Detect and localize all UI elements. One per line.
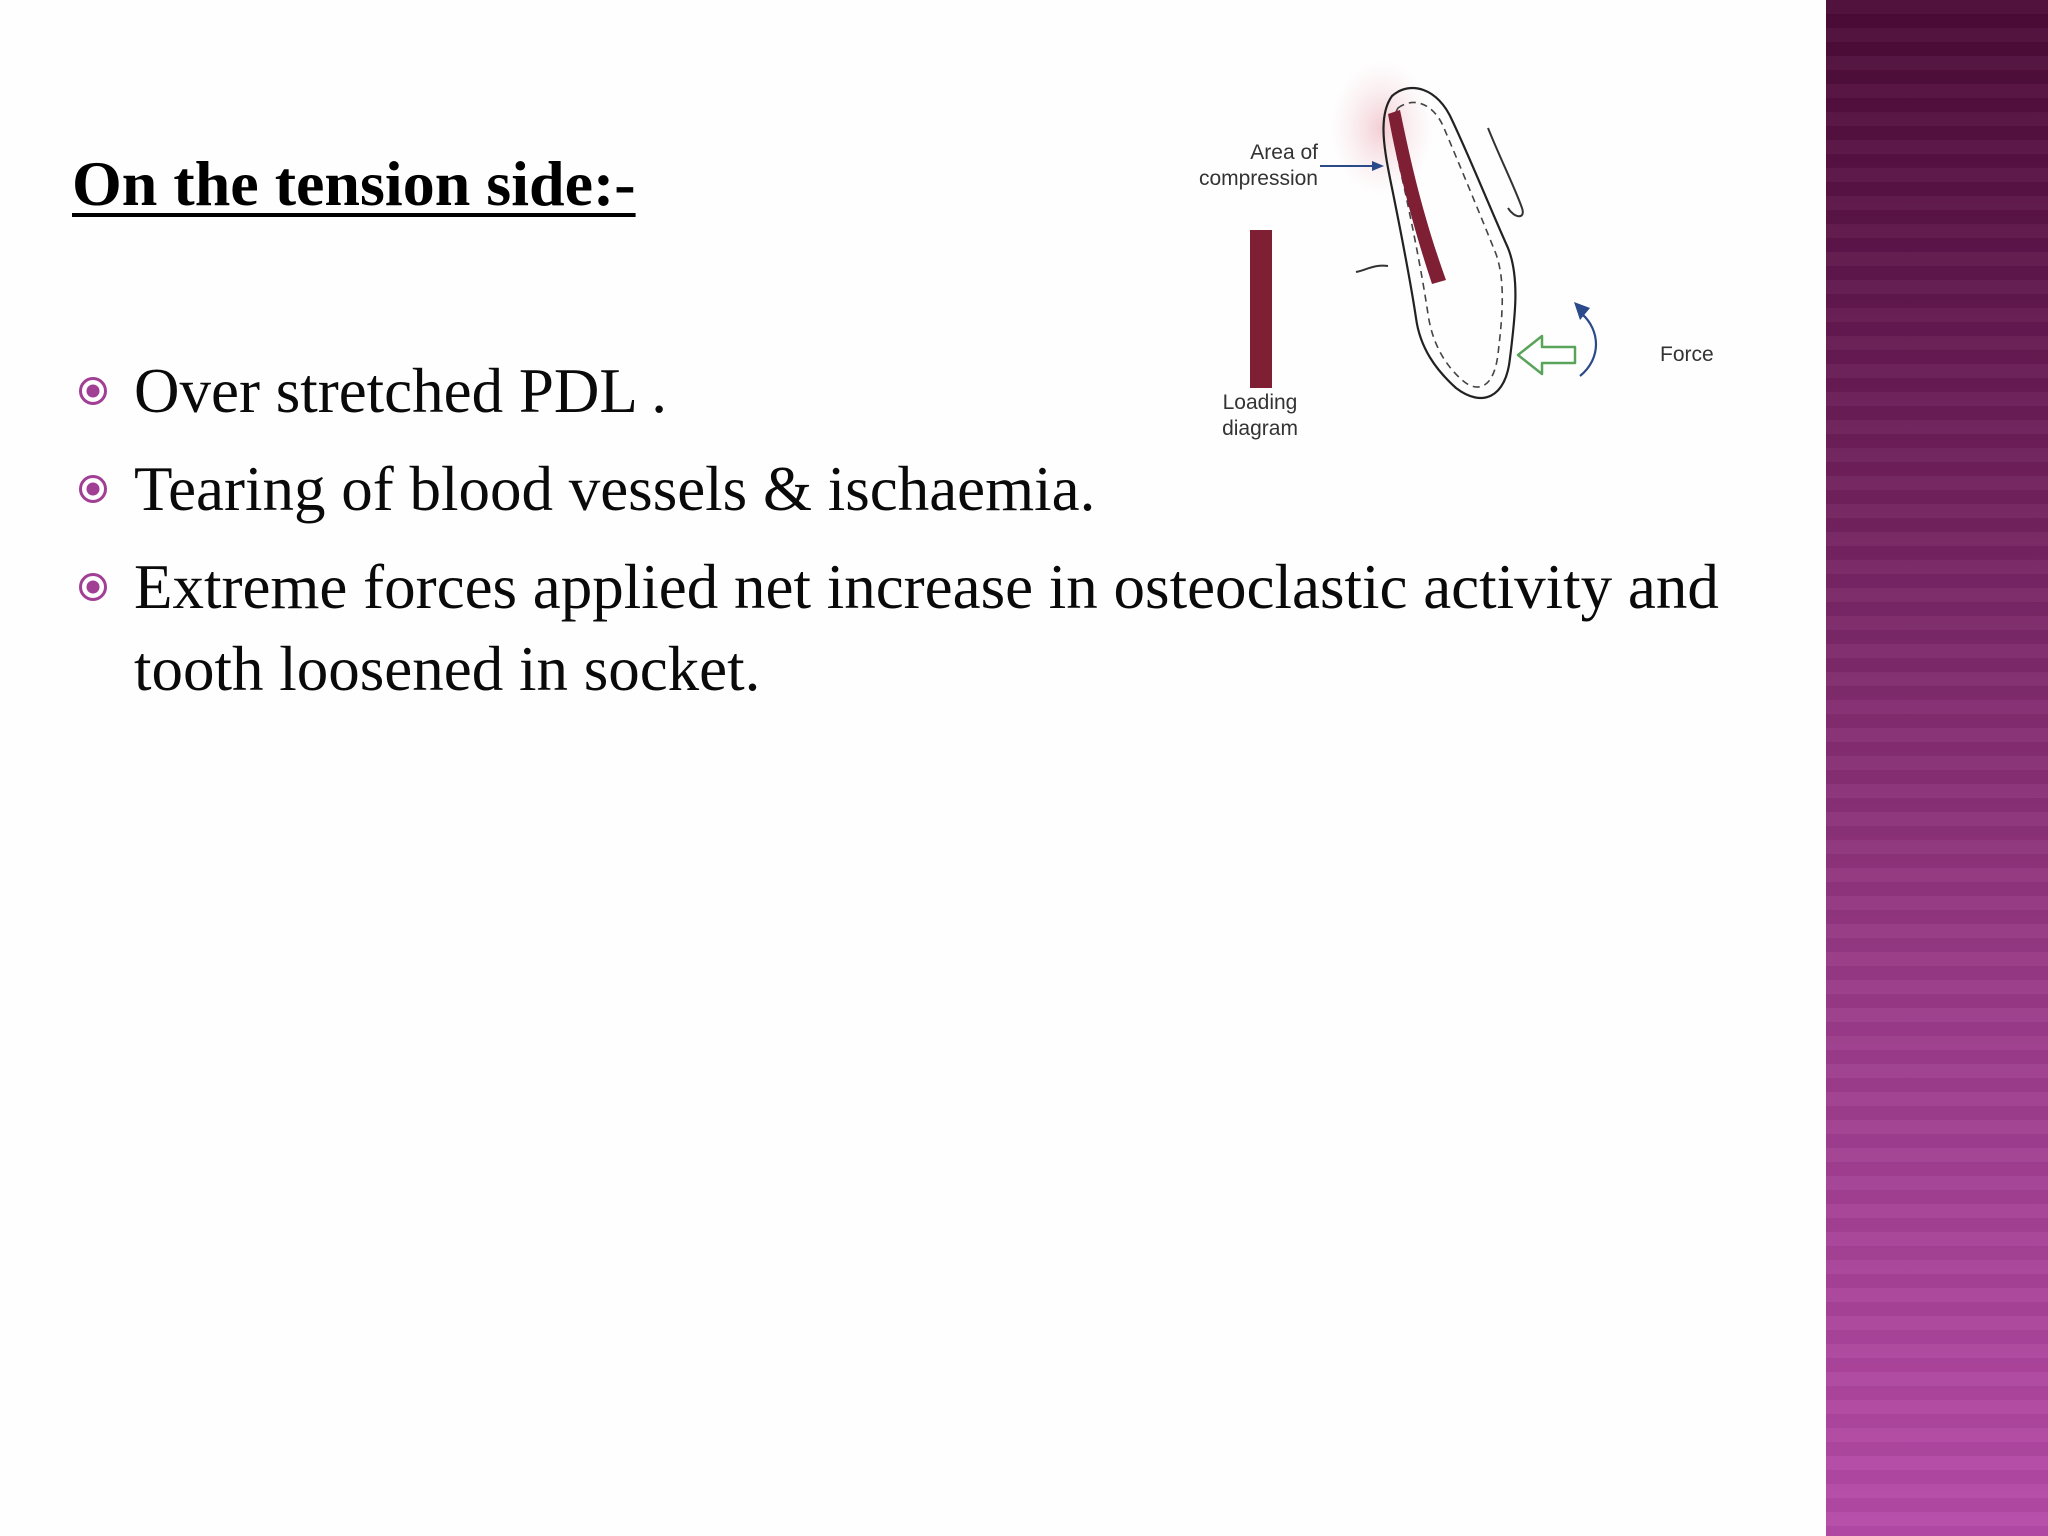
label-line: Force xyxy=(1660,343,1714,366)
slide-heading: On the tension side:- xyxy=(72,148,636,219)
bullet-item-3 xyxy=(72,546,1772,710)
adjacent-tooth-outline xyxy=(1488,128,1523,216)
radio-target-icon xyxy=(78,376,108,406)
bullet-item-2 xyxy=(72,448,1772,530)
bullet-text: Extreme forces applied net increase in osteoclastic activity and tooth loosened in socket. xyxy=(134,552,1719,704)
rotation-arrow-curve xyxy=(1580,314,1596,376)
label-line: Area of xyxy=(1250,141,1318,164)
tooth-loading-figure xyxy=(1170,58,1740,458)
label-loading-diagram xyxy=(1210,390,1310,442)
rotation-arrow-head xyxy=(1574,302,1590,320)
gum-line xyxy=(1356,266,1388,272)
label-force xyxy=(1660,342,1714,368)
force-arrow-icon xyxy=(1518,336,1575,374)
tissue-glow xyxy=(1330,60,1434,196)
radio-target-icon xyxy=(78,572,108,602)
label-line: Loading xyxy=(1222,391,1298,414)
decorative-side-band xyxy=(1826,0,2048,1536)
radio-target-icon xyxy=(78,474,108,504)
loading-diagram-bar xyxy=(1250,230,1272,388)
label-line: compression xyxy=(1198,167,1318,190)
bullet-text: Over stretched PDL . xyxy=(134,356,668,426)
label-area-of-compression xyxy=(1182,140,1318,192)
label-line: diagram xyxy=(1222,417,1298,440)
bullet-text: Tearing of blood vessels & ischaemia. xyxy=(134,454,1096,524)
